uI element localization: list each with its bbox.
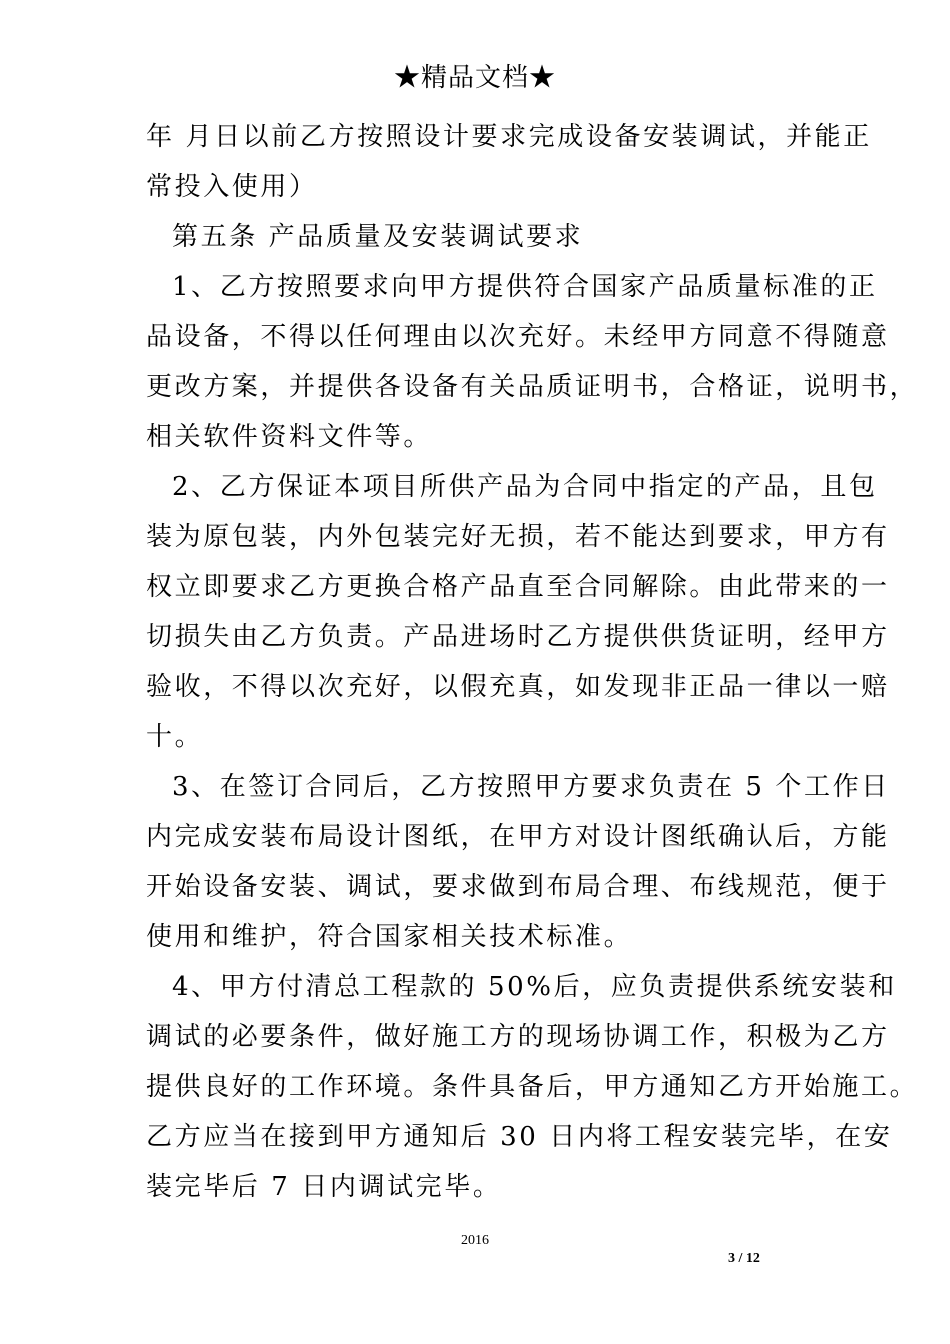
text-line: 装完毕后 7 日内调试完毕。 xyxy=(146,1172,502,1202)
text-line: 常投入使用） xyxy=(146,172,318,202)
text-line: 更改方案，并提供各设备有关品质证明书，合格证，说明书， xyxy=(146,372,919,402)
text-line: 4、甲方付清总工程款的 50%后，应负责提供系统安装和 xyxy=(172,972,897,1002)
text-line: 十。 xyxy=(146,722,204,752)
text-line: 1、乙方按照要求向甲方提供符合国家产品质量标准的正 xyxy=(172,272,878,302)
document-body xyxy=(146,112,919,1212)
text-line: 2、乙方保证本项目所供产品为合同中指定的产品，且包 xyxy=(172,472,878,502)
text-line: 开始设备安装、调试，要求做到布局合理、布线规范，便于 xyxy=(146,872,890,902)
text-line: 3、在签订合同后，乙方按照甲方要求负责在 5 个工作日 xyxy=(172,772,890,802)
text-line: 验收，不得以次充好，以假充真，如发现非正品一律以一赔 xyxy=(146,672,890,702)
text-line: 内完成安装布局设计图纸，在甲方对设计图纸确认后，方能 xyxy=(146,822,890,852)
text-line: 相关软件资料文件等。 xyxy=(146,422,433,452)
text-line: 使用和维护，符合国家相关技术标准。 xyxy=(146,922,633,952)
page-number: 3 / 12 xyxy=(728,1251,760,1266)
text-line: 权立即要求乙方更换合格产品直至合同解除。由此带来的一 xyxy=(146,572,890,602)
text-line: 切损失由乙方负责。产品进场时乙方提供供货证明，经甲方 xyxy=(146,622,890,652)
text-line: 提供良好的工作环境。条件具备后，甲方通知乙方开始施工。 xyxy=(146,1072,919,1102)
text-line: 装为原包装，内外包装完好无损，若不能达到要求，甲方有 xyxy=(146,522,890,552)
footer-year: 2016 xyxy=(461,1233,489,1248)
text-line: 品设备，不得以任何理由以次充好。未经甲方同意不得随意 xyxy=(146,322,890,352)
text-line: 年 月日以前乙方按照设计要求完成设备安装调试，并能正 xyxy=(146,122,872,152)
section-heading: 第五条 产品质量及安装调试要求 xyxy=(172,222,584,252)
page-header-title: ★精品文档★ xyxy=(393,63,556,93)
text-line: 乙方应当在接到甲方通知后 30 日内将工程安装完毕，在安 xyxy=(146,1122,893,1152)
text-line: 调试的必要条件，做好施工方的现场协调工作，积极为乙方 xyxy=(146,1022,890,1052)
